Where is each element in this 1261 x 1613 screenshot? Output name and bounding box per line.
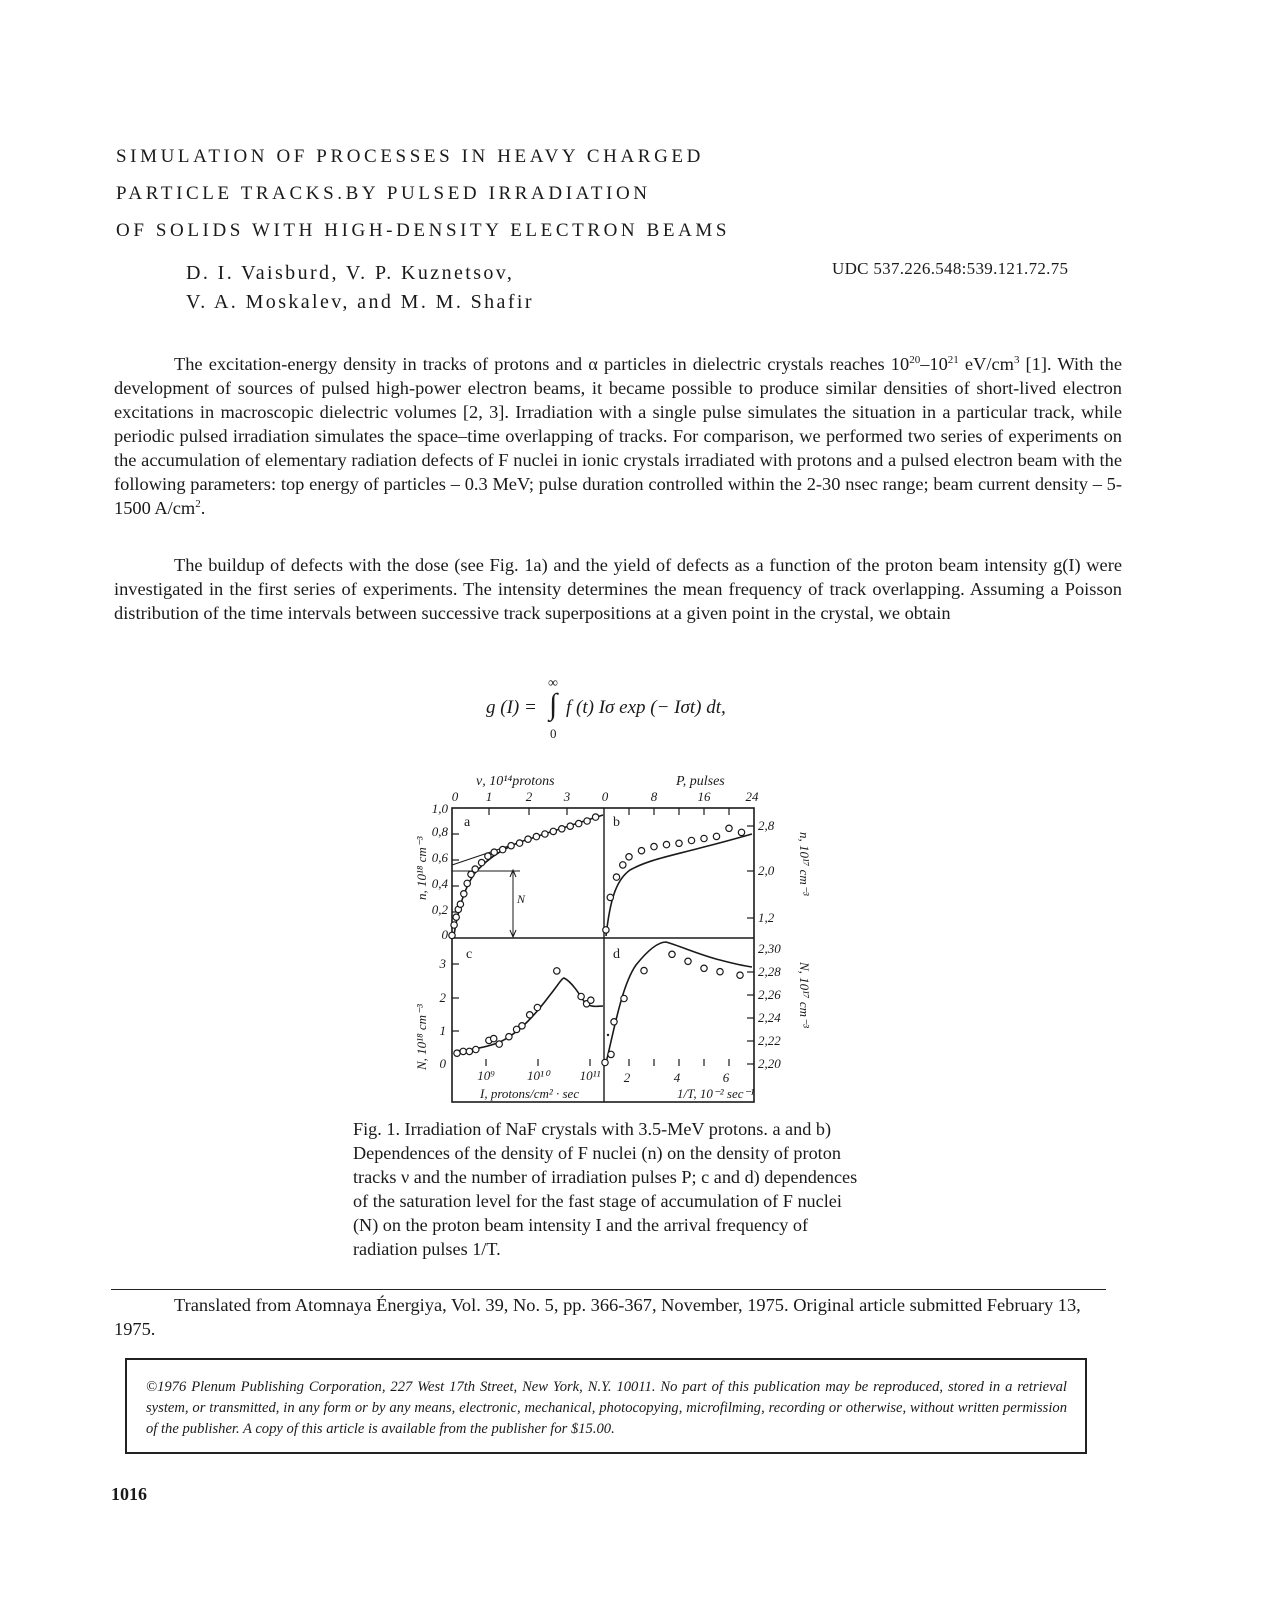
data-point-a-2 — [453, 914, 459, 920]
p1-text-d: [1]. With the development of sources of pulsed high-power electron beams, it became possible to produce similar densities of short-lived electron excitations in macroscopic dielectric volumes [2, 3]. Irradiation with a single pulse simulates the situation in a particular track, while periodic pulsed irradiation simulates the space–time overlapping of tracks. For comparison, we performed two series of experiments on the accumulation of elementary radiation defects of F nuclei in ionic crystals irradiated with protons and a pulsed electron beam with the following parameters: top energy of particles – 0.3 MeV; pulse duration controlled within the 2-30 nsec range; beam current density – 5-1500 A/cm — [114, 354, 1122, 518]
left-tick-top-3: 0,4 — [431, 876, 448, 891]
title-line-1: SIMULATION OF PROCESSES IN HEAVY CHARGED — [116, 146, 704, 167]
data-point-a-12 — [500, 846, 506, 852]
right-tick-top-0: 2,8 — [758, 818, 775, 833]
equation-lhs: g (I) = — [486, 697, 537, 718]
page-number: 1016 — [111, 1484, 147, 1504]
data-point-d-1 — [608, 1051, 614, 1057]
bottom-tick-right-1: 4 — [673, 1070, 681, 1085]
p1-sup-3: 3 — [1013, 354, 1020, 366]
data-point-a-18 — [550, 828, 556, 834]
authors-line-1: D. I. Vaisburd, V. P. Kuznetsov, — [186, 262, 515, 284]
data-point-a-8 — [472, 866, 478, 872]
figure-1-chart — [400, 770, 820, 1115]
data-point-c-9 — [519, 1023, 525, 1029]
data-point-d-4 — [641, 967, 647, 973]
data-point-d-8 — [717, 969, 723, 975]
right-axis-bottom-label: N, 10¹⁷ cm⁻³ — [797, 962, 812, 1028]
data-point-b-10 — [701, 835, 707, 841]
data-point-d-6 — [685, 958, 691, 964]
left-tick-top-0: 1,0 — [431, 801, 448, 816]
data-point-d-5 — [669, 951, 675, 957]
data-point-b-5 — [638, 848, 644, 854]
data-point-c-12 — [554, 968, 560, 974]
panel-label-c: c — [466, 947, 473, 962]
udc-code: UDC 537.226.548:539.121.72.75 — [832, 259, 1069, 278]
integral-upper-limit: ∞ — [548, 676, 558, 691]
top-tick-left-1: 1 — [485, 789, 493, 804]
data-point-d-7 — [701, 965, 707, 971]
data-point-a-0 — [449, 932, 455, 938]
data-point-d-2 — [611, 1019, 617, 1025]
bottom-tick-right-0: 2 — [623, 1070, 631, 1085]
top-tick-right-1: 8 — [650, 789, 658, 804]
title-line-2: PARTICLE TRACKS.BY PULSED IRRADIATION — [116, 183, 651, 204]
panel-a-N-annotation: N — [517, 892, 526, 906]
data-point-a-9 — [478, 859, 484, 865]
p1-text-b: –10 — [920, 354, 948, 374]
data-point-d-0 — [602, 1059, 608, 1065]
authors — [186, 259, 534, 317]
equation-rhs: f (t) Iσ exp (− Iσt) dt, — [566, 697, 726, 718]
data-point-a-6 — [464, 880, 470, 886]
data-point-c-3 — [473, 1046, 479, 1052]
figure-caption: Fig. 1. Irradiation of NaF crystals with 3.5-MeV protons. a and b) Dependences of the density of F nuclei (n) on the density of proton tracks ν and the number of irradiation pulses P; c and d) dependences of the saturation level for the fast stage of accumulation of F nuclei (N) on the proton beam intensity I and the arrival frequency of radiation pulses 1/T. — [353, 1119, 858, 1259]
data-point-c-13 — [578, 993, 584, 999]
integral-sign: ∫ — [549, 688, 558, 721]
data-point-a-1 — [451, 922, 457, 928]
data-point-b-3 — [620, 862, 626, 868]
data-point-d-3 — [621, 995, 627, 1001]
data-point-a-22 — [584, 818, 590, 824]
data-point-a-21 — [576, 820, 582, 826]
panel-c-dot — [607, 1034, 609, 1036]
data-point-a-10 — [485, 853, 491, 859]
bottom-tick-left-1: 10¹⁰ — [526, 1068, 550, 1083]
left-tick-bottom-0: 3 — [439, 956, 446, 971]
left-tick-top-5: 0 — [441, 927, 448, 942]
data-point-a-15 — [525, 836, 531, 842]
integral-lower-limit: 0 — [550, 726, 557, 741]
data-point-c-10 — [527, 1012, 533, 1018]
article-title — [116, 138, 730, 249]
data-point-c-11 — [534, 1004, 540, 1010]
left-tick-top-2: 0,6 — [431, 850, 448, 865]
left-axis-bottom-label: N, 10¹⁸ cm⁻³ — [414, 1004, 429, 1070]
p1-sup-2: 2 — [195, 498, 201, 510]
data-point-b-8 — [676, 840, 682, 846]
right-tick-bottom-2: 2,26 — [758, 987, 781, 1002]
data-point-b-9 — [688, 837, 694, 843]
top-axis-right-label: P, pulses — [676, 774, 725, 789]
panel-label-a: a — [464, 815, 471, 830]
footnote-rule — [111, 1289, 1106, 1290]
figure-1 — [400, 770, 820, 1119]
curve-a — [454, 815, 603, 935]
data-point-c-1 — [460, 1048, 466, 1054]
data-point-a-14 — [516, 840, 522, 846]
data-point-b-2 — [613, 874, 619, 880]
top-tick-right-2: 16 — [697, 789, 711, 804]
translation-note: Translated from Atomnaya Énergiya, Vol. 39, No. 5, pp. 366-367, November, 1975. Original article submitted February 13, 1975. — [114, 1295, 1081, 1339]
p1-sup-20: 20 — [909, 354, 921, 366]
right-axis-top-label: n, 10¹⁷ cm⁻³ — [797, 832, 812, 896]
data-point-b-6 — [651, 843, 657, 849]
data-point-a-5 — [461, 891, 467, 897]
right-tick-bottom-0: 2,30 — [758, 941, 781, 956]
right-tick-top-2: 1,2 — [758, 910, 775, 925]
authors-line-2: V. A. Moskalev, and M. M. Shafir — [186, 291, 534, 313]
data-point-b-1 — [607, 894, 613, 900]
paragraph-2: The buildup of defects with the dose (see Fig. 1a) and the yield of defects as a function of the proton beam intensity g(I) were investigated in the first series of experiments. The intensity determines the mean frequency of track overlapping. Assuming a Poisson distribution of the time intervals between successive track superpositions at a given point in the crystal, we obtain — [114, 555, 1122, 623]
top-tick-left-0: 0 — [451, 789, 459, 804]
p1-text-c: eV/cm — [958, 354, 1014, 374]
data-point-b-4 — [626, 854, 632, 860]
data-point-c-6 — [496, 1041, 502, 1047]
data-markers — [449, 814, 745, 1066]
data-point-a-16 — [533, 833, 539, 839]
data-point-c-0 — [454, 1050, 460, 1056]
curve-d — [606, 942, 752, 1063]
data-point-a-19 — [559, 826, 565, 832]
copyright-notice: ©1976 Plenum Publishing Corporation, 227 West 17th Street, New York, N.Y. 10011. No part of this publication may be reproduced, stored in a retrieval system, or transmitted, in any form or by any means, electronic, mechanical, photocopying, microfilming, recording or otherwise, without written permission of the publisher. A copy of this article is available from the publisher for $15.00. — [125, 1358, 1087, 1454]
data-point-b-11 — [713, 833, 719, 839]
data-point-c-5 — [491, 1035, 497, 1041]
top-tick-right-3: 24 — [745, 789, 759, 804]
curve-b — [606, 834, 752, 936]
data-point-d-9 — [737, 972, 743, 978]
data-point-a-13 — [508, 843, 514, 849]
right-tick-bottom-4: 2,22 — [758, 1033, 781, 1048]
data-point-b-7 — [663, 841, 669, 847]
data-point-b-0 — [603, 927, 609, 933]
left-tick-bottom-2: 1 — [439, 1023, 446, 1038]
top-axis-left-label: ν, 10¹⁴protons — [476, 774, 555, 789]
bottom-tick-left-2: 10¹¹ — [579, 1068, 601, 1083]
left-tick-top-4: 0,2 — [431, 902, 448, 917]
panel-label-d: d — [613, 947, 620, 962]
bottom-tick-left-0: 10⁹ — [477, 1068, 495, 1083]
title-line-3: OF SOLIDS WITH HIGH-DENSITY ELECTRON BEAMS — [116, 220, 731, 241]
bottom-axis-left-label: I, protons/cm² · sec — [480, 1086, 580, 1101]
paragraph-1 — [114, 352, 1122, 520]
data-point-c-15 — [588, 997, 594, 1003]
data-point-c-2 — [466, 1048, 472, 1054]
p1-text-e: . — [200, 498, 206, 518]
data-point-c-7 — [506, 1034, 512, 1040]
top-tick-left-2: 2 — [525, 789, 533, 804]
data-point-a-11 — [491, 849, 497, 855]
left-axis-top-label: n, 10¹⁸ cm⁻³ — [414, 836, 429, 900]
equation — [478, 676, 778, 756]
right-tick-bottom-5: 2,20 — [758, 1056, 781, 1071]
right-tick-top-1: 2,0 — [758, 863, 775, 878]
data-point-b-13 — [738, 829, 744, 835]
left-tick-bottom-3: 0 — [439, 1056, 446, 1071]
top-tick-right-0: 0 — [601, 789, 609, 804]
bottom-axis-right-label: 1/T, 10⁻² sec⁻¹ — [677, 1086, 755, 1101]
data-point-a-4 — [457, 901, 463, 907]
left-tick-bottom-1: 2 — [439, 990, 446, 1005]
p1-text-a: The excitation-energy density in tracks of protons and α particles in dielectric crystals reaches 10 — [174, 354, 910, 374]
data-point-b-12 — [726, 825, 732, 831]
data-point-a-20 — [567, 823, 573, 829]
left-tick-top-1: 0,8 — [431, 824, 448, 839]
top-tick-left-3: 3 — [563, 789, 571, 804]
right-tick-bottom-1: 2,28 — [758, 964, 781, 979]
bottom-tick-right-2: 6 — [722, 1070, 730, 1085]
data-point-a-23 — [592, 814, 598, 820]
p1-sup-21: 21 — [947, 354, 959, 366]
right-tick-bottom-3: 2,24 — [758, 1010, 781, 1025]
panel-label-b: b — [613, 815, 620, 830]
data-point-a-17 — [542, 831, 548, 837]
